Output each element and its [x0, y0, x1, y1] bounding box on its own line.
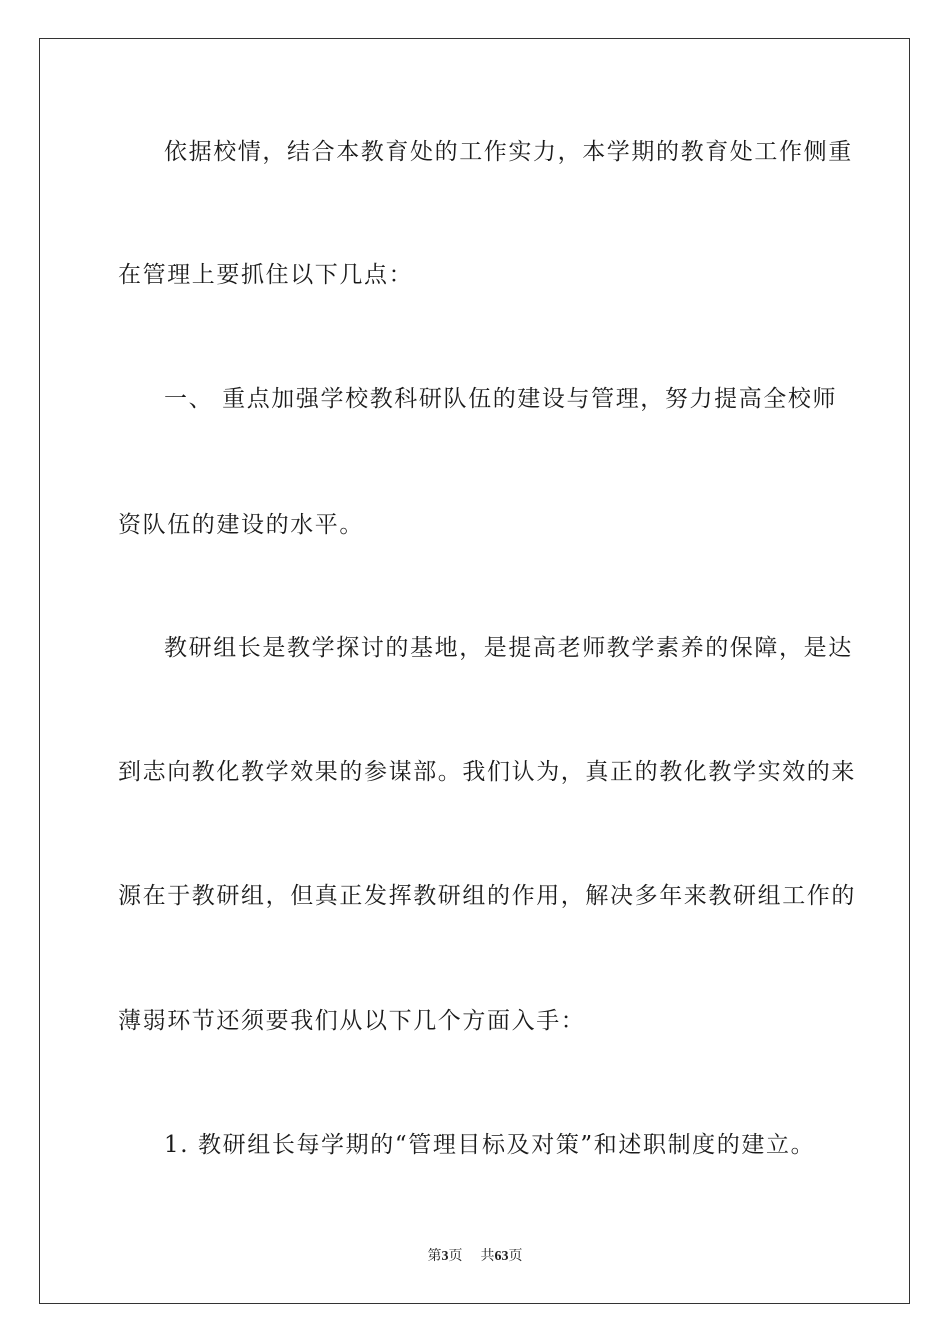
- footer-page-number: 3: [441, 1249, 449, 1264]
- paragraph-1-line-1: 依据校情，结合本教育处的工作实力，本学期的教育处工作侧重: [164, 139, 853, 165]
- paragraph-2-line-1: 教研组长是教学探讨的基地，是提高老师教学素养的保障，是达: [164, 635, 853, 661]
- paragraph-2-line-3: 源在于教研组，但真正发挥教研组的作用，解决多年来教研组工作的: [118, 883, 856, 909]
- footer-page-suffix: 页: [448, 1248, 463, 1264]
- page-border: [39, 38, 910, 1304]
- footer-total-prefix: 共: [480, 1248, 495, 1264]
- footer-page-prefix: 第: [427, 1248, 442, 1264]
- paragraph-1-line-2: 在管理上要抓住以下几点：: [118, 262, 414, 288]
- section-heading-1-line-1: 一、 重点加强学校教科研队伍的建设与管理，努力提高全校师: [164, 386, 838, 412]
- paragraph-2-line-4: 薄弱环节还须要我们从以下几个方面入手：: [118, 1008, 586, 1034]
- page-footer: [0, 1247, 950, 1266]
- list-item-1: 1. 教研组长每学期的“管理目标及对策”和述职制度的建立。: [164, 1132, 816, 1158]
- section-heading-1-line-2: 资队伍的建设的水平。: [118, 512, 364, 538]
- footer-total-suffix: 页: [508, 1248, 523, 1264]
- paragraph-2-line-2: 到志向教化教学效果的参谋部。我们认为，真正的教化教学实效的来: [118, 759, 856, 785]
- footer-total-pages: 63: [494, 1249, 509, 1264]
